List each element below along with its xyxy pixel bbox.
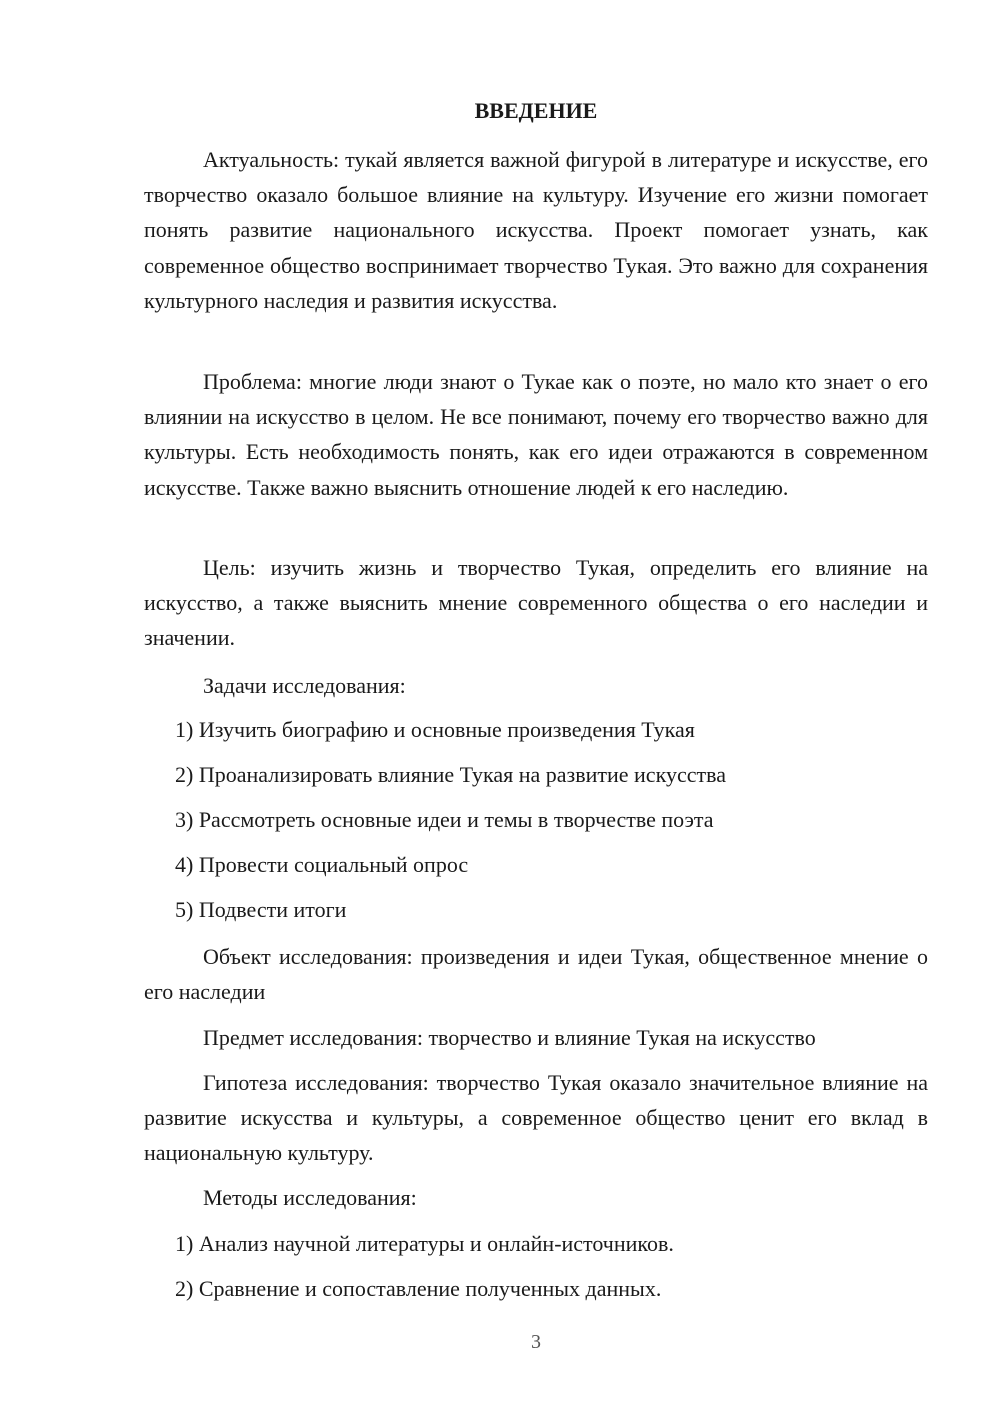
object-paragraph: Объект исследования: произведения и идеи Тукая, общественное мнение о его наследии (144, 944, 928, 1005)
task-item: 1) Изучить биографию и основные произведения Тукая (175, 717, 695, 742)
relevance-paragraph: Актуальность: тукай является важной фигурой в литературе и искусстве, его творчество оказало большое влияние на культуру. Изучение его жизни помогает понять развитие национального искусства. Проект помогает узнать, как современное общество воспринимает творчество Тукая. Это важно для сохранения культурного наследия и развития искусства. (144, 147, 928, 313)
task-item: 3) Рассмотреть основные идеи и темы в творчестве поэта (175, 807, 714, 832)
method-item: 2) Сравнение и сопоставление полученных данных. (175, 1276, 662, 1301)
section-title: ВВЕДЕНИЕ (474, 98, 598, 123)
hypothesis-paragraph: Гипотеза исследования: творчество Тукая оказало значительное влияние на развитие искусства и культуры, а современное общество ценит его вклад в национальную культуру. (144, 1070, 928, 1166)
page-number: 3 (531, 1331, 541, 1353)
task-item: 4) Провести социальный опрос (175, 852, 469, 877)
goal-paragraph: Цель: изучить жизнь и творчество Тукая, определить его влияние на искусство, а также выяснить мнение современного общества о его наследии и значении. (144, 555, 928, 651)
task-item: 5) Подвести итоги (175, 897, 347, 922)
methods-heading: Методы исследования: (203, 1185, 417, 1210)
tasks-heading: Задачи исследования: (203, 673, 406, 698)
method-item: 1) Анализ научной литературы и онлайн-источников. (175, 1231, 674, 1256)
problem-paragraph: Проблема: многие люди знают о Тукае как о поэте, но мало кто знает о его влиянии на искусство в целом. Не все понимают, почему его творчество важно для культуры. Есть необходимость понять, как его идеи отражаются в современном искусстве. Также важно выяснить отношение людей к его наследию. (144, 369, 928, 500)
task-item: 2) Проанализировать влияние Тукая на развитие искусства (175, 762, 726, 787)
subject-paragraph: Предмет исследования: творчество и влияние Тукая на искусство (203, 1025, 816, 1050)
